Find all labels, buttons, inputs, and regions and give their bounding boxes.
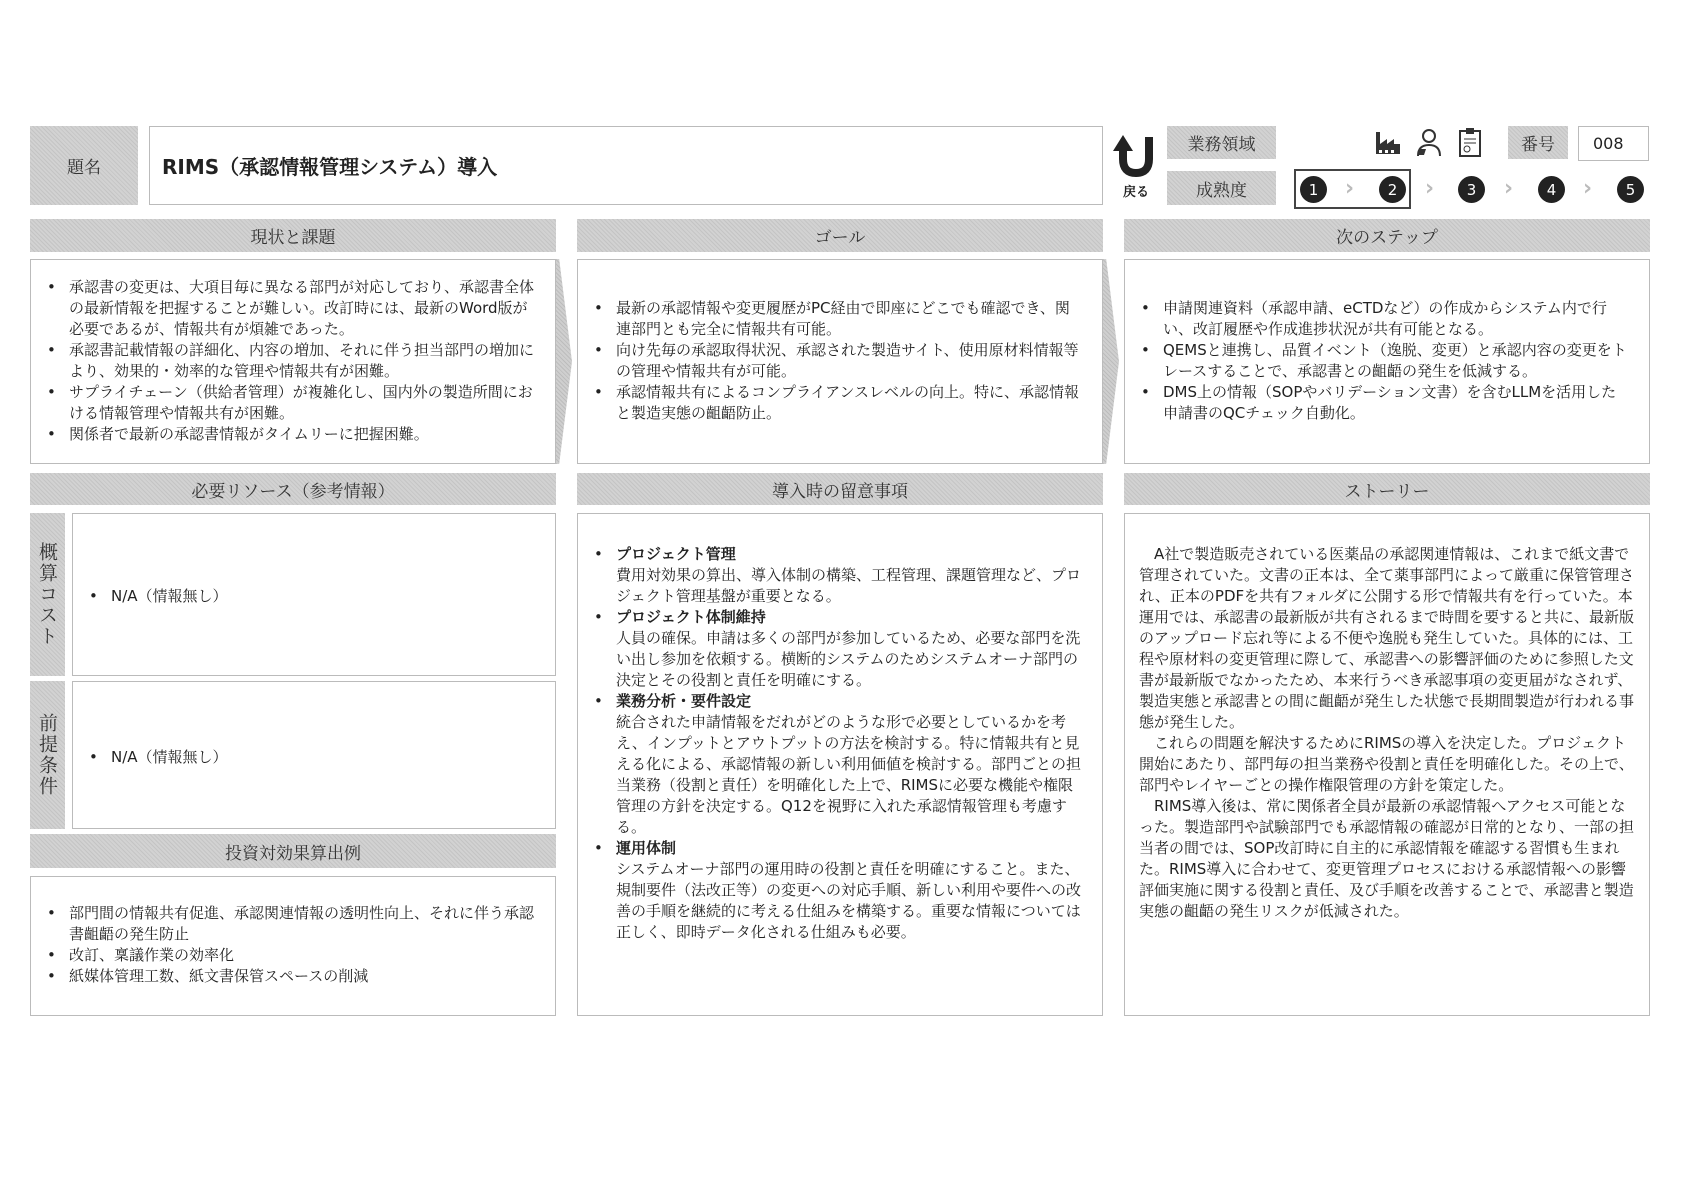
list-item bbox=[592, 544, 1084, 607]
maturity-step-2: 2 bbox=[1379, 176, 1406, 203]
premise-section bbox=[72, 681, 556, 829]
cost-section bbox=[72, 513, 556, 676]
section-header-goal: ゴール bbox=[577, 219, 1103, 252]
maturity-step-5: 5 bbox=[1617, 176, 1644, 203]
list-item: • 紙媒体管理工数、紙文書保管スペースの削減 bbox=[45, 966, 537, 987]
domain-label: 業務領域 bbox=[1167, 126, 1276, 159]
section-header-current: 現状と課題 bbox=[30, 219, 556, 252]
flow-arrow bbox=[556, 259, 572, 464]
section-header-roi: 投資対効果算出例 bbox=[30, 834, 556, 868]
list-item: • 承認情報共有によるコンプライアンスレベルの向上。特に、承認情報と製造実態の齟齬防止。 bbox=[592, 382, 1084, 424]
chevron-right-icon: › bbox=[1583, 176, 1593, 201]
note-heading: • 業務分析・要件設定 bbox=[616, 692, 752, 710]
current-section bbox=[30, 259, 556, 464]
back-label: 戻る bbox=[1122, 185, 1149, 200]
roi-section bbox=[30, 876, 556, 1016]
cost-label: 概算コスト bbox=[30, 513, 65, 676]
chevron-right-icon: › bbox=[1504, 176, 1514, 201]
section-header-resources: 必要リソース（参考情報） bbox=[30, 473, 556, 505]
list-item bbox=[592, 691, 1084, 838]
section-header-notes: 導入時の留意事項 bbox=[577, 473, 1103, 505]
list-item: • 関係者で最新の承認書情報がタイムリーに把握困難。 bbox=[45, 424, 537, 445]
scientist-icon bbox=[1415, 127, 1445, 157]
list-item bbox=[592, 838, 1084, 943]
back-button[interactable] bbox=[1113, 133, 1159, 198]
chevron-right-icon: › bbox=[1345, 176, 1355, 201]
goal-section bbox=[577, 259, 1103, 464]
list-item: • 承認書記載情報の詳細化、内容の増加、それに伴う担当部門の増加により、効果的・効率的な管理や情報共有が困難。 bbox=[45, 340, 537, 382]
note-heading: • 運用体制 bbox=[616, 839, 677, 857]
notes-section bbox=[577, 513, 1103, 1016]
note-heading: • プロジェクト体制維持 bbox=[616, 608, 766, 626]
maturity-step-4: 4 bbox=[1538, 176, 1565, 203]
maturity-label: 成熟度 bbox=[1167, 171, 1276, 205]
story-paragraph: A社で製造販売されている医薬品の承認関連情報は、これまで紙文書で管理されていた。文書の正本は、全て薬事部門によって厳重に保管管理され、正本のPDFを共有フォルダに公開する形で情報共有を行っていた。本運用では、承認書の最新版が共有されるまで時間を要すると共に、最新版のアップロード忘れ等による不便や逸脱も発生していた。具体的には、工程や原材料の変更管理に際して、承認書への影響評価のために参照した文書が最新版でなかったため、本来行うべき承認事項の変更届がなされず、製造実態と承認書との間に齟齬が発生した状態で長期間製造が行われる事態が発生した。 bbox=[1139, 545, 1635, 731]
list-item: • QEMSと連携し、品質イベント（逸脱、変更）と承認内容の変更をトレースすることで、承認書との齟齬の発生を低減する。 bbox=[1139, 340, 1631, 382]
note-text: システムオーナ部門の運用時の役割と責任を明確にすること。また、規制要件（法改正等）の変更への対応手順、新しい利用や要件への改善の手順を継続的に考える仕組みを構築する。重要な情報については正しく、即時データ化される仕組みも必要。 bbox=[616, 860, 1082, 941]
note-text: 費用対効果の算出、導入体制の構築、工程管理、課題管理など、プロジェクト管理基盤が重要となる。 bbox=[616, 566, 1082, 605]
story-section bbox=[1124, 513, 1650, 1016]
u-turn-arrow-icon bbox=[1113, 133, 1159, 177]
section-header-story: ストーリー bbox=[1124, 473, 1650, 505]
number-label: 番号 bbox=[1508, 126, 1568, 159]
factory-icon bbox=[1373, 128, 1407, 158]
maturity-step-1: 1 bbox=[1300, 176, 1327, 203]
list-item: • 申請関連資料（承認申請、eCTDなど）の作成からシステム内で行い、改訂履歴や作成進捗状況が共有可能となる。 bbox=[1139, 298, 1631, 340]
premise-label: 前提条件 bbox=[30, 681, 65, 829]
title-label: 題名 bbox=[30, 126, 138, 205]
maturity-step-3: 3 bbox=[1458, 176, 1485, 203]
page-title: RIMS（承認情報管理システム）導入 bbox=[149, 126, 1103, 205]
number-value: 008 bbox=[1578, 126, 1649, 161]
clipboard-certificate-icon bbox=[1458, 127, 1484, 157]
next-steps-section bbox=[1124, 259, 1650, 464]
list-item: • 部門間の情報共有促進、承認関連情報の透明性向上、それに伴う承認書齟齬の発生防止 bbox=[45, 903, 537, 945]
story-paragraph: RIMS導入後は、常に関係者全員が最新の承認情報へアクセス可能となった。製造部門や試験部門でも承認情報の確認が日常的となり、一部の担当者の間では、SOP改訂時に自主的に承認情報を確認する習慣も生まれた。RIMS導入に合わせて、変更管理プロセスにおける承認情報への影響評価実施に関する役割と責任、及び手順を改善することで、承認書と製造実態の齟齬の発生リスクが低減された。 bbox=[1139, 797, 1635, 920]
list-item: • 改訂、稟議作業の効率化 bbox=[45, 945, 537, 966]
list-item: • N/A（情報無し） bbox=[87, 586, 228, 607]
flow-arrow bbox=[1103, 259, 1119, 464]
note-text: 統合された申請情報をだれがどのような形で必要としているかを考え、インプットとアウトプットの方法を検討する。特に情報共有と見える化による、承認情報の新しい利用価値を検討する。部門ごとの担当業務（役割と責任）を明確化した上で、RIMSに必要な機能や権限管理の方針を決定する。Q12を視野に入れた承認情報管理も考慮する。 bbox=[616, 713, 1082, 836]
chevron-right-icon: › bbox=[1425, 176, 1435, 201]
list-item bbox=[592, 607, 1084, 691]
list-item: • 向け先毎の承認取得状況、承認された製造サイト、使用原材料情報等の管理や情報共有が可能。 bbox=[592, 340, 1084, 382]
section-header-next: 次のステップ bbox=[1124, 219, 1650, 252]
list-item: • サプライチェーン（供給者管理）が複雑化し、国内外の製造所間における情報管理や情報共有が困難。 bbox=[45, 382, 537, 424]
note-text: 人員の確保。申請は多くの部門が参加しているため、必要な部門を洗い出し参加を依頼する。横断的システムのためシステムオーナ部門の決定とその役割と責任を明確にする。 bbox=[616, 629, 1081, 689]
note-heading: • プロジェクト管理 bbox=[616, 545, 736, 563]
story-paragraph: これらの問題を解決するためにRIMSの導入を決定した。プロジェクト開始にあたり、部門毎の担当業務や役割と責任を明確化した。その上で、部門やレイヤーごとの操作権限管理の方針を策定した。 bbox=[1139, 734, 1634, 794]
list-item: • 最新の承認情報や変更履歴がPC経由で即座にどこでも確認でき、関連部門とも完全に情報共有可能。 bbox=[592, 298, 1084, 340]
list-item: • DMS上の情報（SOPやバリデーション文書）を含むLLMを活用した申請書のQCチェック自動化。 bbox=[1139, 382, 1631, 424]
list-item: • N/A（情報無し） bbox=[87, 747, 228, 768]
list-item: • 承認書の変更は、大項目毎に異なる部門が対応しており、承認書全体の最新情報を把握することが難しい。改訂時には、最新のWord版が必要であるが、情報共有が煩雑であった。 bbox=[45, 277, 537, 340]
